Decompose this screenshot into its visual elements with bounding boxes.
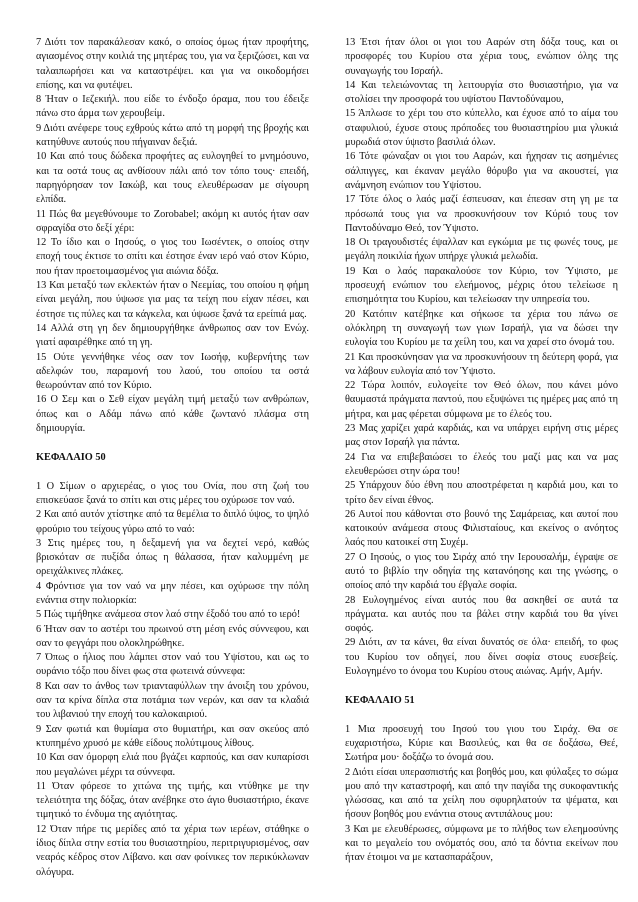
verse-paragraph: 1 Ο Σίμων ο αρχιερέας, ο γιος του Ονία, που στη ζωή του επισκεύασε ξανά το σπίτι και στις μέρες του οχύρωσε τον ναό. (36, 480, 309, 506)
verse-paragraph: 15 Άπλωσε το χέρι του στο κύπελλο, και έχυσε από το αίμα του σταφυλιού, έχυσε στους πρόποδες του θυσιαστηρίου μια γλυκιά μυρωδιά στον ύψιστο βασιλιά όλων. (345, 108, 618, 149)
verse-paragraph: 7 Όπως ο ήλιος που λάμπει στον ναό του Υψίστου, και ως το ουράνιο τόξο που δίνει φως στα φωτεινά σύννεφα: (36, 652, 309, 678)
verse-paragraph: 4 Φρόντισε για τον ναό να μην πέσει, και οχύρωσε την πόλη ενάντια στην πολιορκία: (36, 580, 309, 606)
verse-paragraph: 13 Έτσι ήταν όλοι οι γιοι του Ααρών στη δόξα τους, και οι προσφορές του Κυρίου στα χέρια τους, ενώπιον όλης της συναγωγής του Ισραήλ. (345, 37, 618, 77)
verse-paragraph: 23 Μας χαρίζει χαρά καρδιάς, και να υπάρχει ειρήνη στις μέρες μας στον Ισραήλ για πάντα. (345, 423, 618, 449)
verse-paragraph: 10 Και από τους δώδεκα προφήτες ας ευλογηθεί το μνημόσυνο, και τα οστά τους ας ανθίσουν πάλι από τον τόπο τους· επειδή, παρηγόρησαν τον Ιακώβ, και τους ελευθέρωσαν με σίγουρη ελπίδα. (36, 151, 309, 206)
verse-paragraph: 24 Για να επιβεβαιώσει το έλεός του μαζί μας και να μας ελευθερώσει στην ώρα του! (345, 451, 618, 477)
verse-paragraph: 9 Σαν φωτιά και θυμίαμα στο θυμιατήρι, και σαν σκεύος από κτυπημένο χρυσό με κάθε είδους πολύτιμους λίθους. (36, 723, 309, 749)
verse-paragraph: 15 Ούτε γεννήθηκε νέος σαν τον Ιωσήφ, κυβερνήτης των αδελφών του, παραμονή του λαού, του οποίου τα οστά θεωρούνταν από τον Κύριο. (36, 351, 309, 392)
verse-paragraph: 14 Και τελειώνοντας τη λειτουργία στο θυσιαστήριο, για να στολίσει την προσφορά του υψίστου Παντοδύναμου, (345, 79, 618, 106)
verse-paragraph: 5 Πώς τιμήθηκε ανάμεσα στον λαό στην έξοδό του από το ιερό! (36, 609, 301, 621)
verse-paragraph: 21 Και προσκύνησαν για να προσκυνήσουν τη δεύτερη φορά, για να λάβουν ευλογία από τον Ύψιστο. (345, 351, 618, 377)
verse-paragraph: 27 Ο Ιησούς, ο γιος του Σιράχ από την Ιερουσαλήμ, έγραψε σε αυτό το βιβλίο την οδηγία της κατανόησης και της γνώσης, ο οποίος από την καρδιά του έβγαλε σοφία. (345, 551, 618, 592)
verse-paragraph: 8 Ήταν ο Ιεζεκιήλ. που είδε το ένδοξο όραμα, που του έδειξε πάνω στο άρμα των χερουβείμ. (36, 94, 309, 120)
left-column (36, 36, 309, 880)
verse-paragraph: 2 Και από αυτόν χτίστηκε από τα θεμέλια το διπλό ύψος, το ψηλό φρούριο του τείχους γύρω από το ναό: (36, 509, 309, 535)
verse-paragraph: 14 Αλλά στη γη δεν δημιουργήθηκε άνθρωπος σαν τον Ενώχ. γιατί αφαιρέθηκε από τη γη. (36, 322, 309, 349)
verse-paragraph: 20 Κατόπιν κατέβηκε και σήκωσε τα χέρια του πάνω σε ολόκληρη τη συναγωγή των γιων Ισραήλ, για να δώσει την ευλογία του Κυρίου με τα χείλη του, και να χαρεί στο όνομά του. (345, 308, 618, 349)
verse-paragraph: 2 Διότι είσαι υπερασπιστής και βοηθός μου, και φύλαξες το σώμα μου από την καταστροφή, και από την παγίδα της συκοφαντικής γλώσσας, και από τα χείλη που σφυρηλατούν τα ψέματα, και ήσουν βοηθός μου ενάντια στους αντιπάλους μου: (345, 766, 618, 821)
verse-paragraph: 9 Διότι ανέφερε τους εχθρούς κάτω από τη μορφή της βροχής και κατηύθυνε αυτούς που πήγαιναν δεξιά. (36, 122, 309, 149)
verse-paragraph: 12 Όταν πήρε τις μερίδες από τα χέρια των ιερέων, στάθηκε ο ίδιος δίπλα στην εστία του θυσιαστηρίου, περιτριγυρισμένος, σαν νεαρός κέδρος στον Λίβανο. και σαν φοίνικες τον περικύκλωναν ολόγυρα. (36, 823, 309, 878)
verse-paragraph: 11 Όταν φόρεσε το χιτώνα της τιμής, και ντύθηκε με την τελειότητα της δόξας, όταν ανέβηκε στο άγιο θυσιαστήριο, έκανε τιμητικό το ένδυμα της αγιότητας. (36, 780, 309, 821)
verse-paragraph: 17 Τότε όλος ο λαός μαζί έσπευσαν, και έπεσαν στη γη με τα πρόσωπά τους για να προσκυνήσουν τον Κύριό τους τον Παντοδύναμο Θεό, τον Ύψιστο. (345, 194, 618, 234)
verse-paragraph: 6 Ήταν σαν το αστέρι του πρωινού στη μέση ενός σύννεφου, και σαν το φεγγάρι που ολοκληρώθηκε. (36, 623, 309, 649)
verse-paragraph: 29 Διότι, αν τα κάνει, θα είναι δυνατός σε όλα· επειδή, το φως του Κυρίου τον οδηγεί, που δίνει σοφία στους ευσεβείς. Ευλογημένο το όνομα του Κυρίου στους αιώνας. Αμήν, Αμήν. (345, 637, 618, 678)
verse-paragraph: 28 Ευλογημένος είναι αυτός που θα ασκηθεί σε αυτά τα πράγματα. και αυτός που τα βάλει στην καρδιά του θα γίνει σοφός. (345, 594, 618, 635)
verse-paragraph: 8 Και σαν το άνθος των τριανταφύλλων την άνοιξη του χρόνου, σαν τα κρίνα δίπλα στα ποτάμια των νερών, και σαν τα κλαδιά του λιβανιού την εποχή του καλοκαιριού. (36, 680, 309, 721)
chapter-heading: ΚΕΦΑΛΑΙΟ 50 (36, 452, 106, 464)
verse-paragraph: 19 Και ο λαός παρακαλούσε τον Κύριο, τον Ύψιστο, με προσευχή ενώπιον του ελεήμονος, μέχρις ότου τελείωσε η επισημότητα του Κυρίου, και τελείωσαν την υπηρεσία του. (345, 265, 618, 306)
two-column-layout (36, 36, 618, 880)
verse-paragraph: 26 Αυτοί που κάθονται στο βουνό της Σαμάρειας, και αυτοί που κατοικούν ανάμεσα στους Φιλισταίους, και εκείνος ο ανόητος λαός που κατοικεί στη Συχέμ. (345, 508, 618, 549)
verse-paragraph: 3 Στις ημέρες του, η δεξαμενή για να δεχτεί νερό, καθώς βρισκόταν σε πυξίδα όπως η θάλασσα, ήταν καλυμμένη με ορειχάλκινες πλάκες. (36, 537, 309, 578)
verse-paragraph: 25 Υπάρχουν δύο έθνη που αποστρέφεται η καρδιά μου, και το τρίτο δεν είναι έθνος. (345, 480, 618, 506)
verse-paragraph: 22 Τώρα λοιπόν, ευλογείτε τον Θεό όλων, που κάνει μόνο θαυμαστά πράγματα παντού, που εξυψώνει τις ημέρες μας από τη μήτρα, και μας φέρεται σύμφωνα με το έλεός του. (345, 380, 618, 420)
verse-paragraph: 12 Το ίδιο και ο Ιησούς, ο γιος του Ιωσέντεκ, ο οποίος στην εποχή τους έκτισε το σπίτι και έστησε έναν ιερό ναό στον Κύριο, που ήταν προετοιμασμένος για αιώνια δόξα. (36, 237, 309, 277)
right-column (345, 36, 618, 880)
verse-paragraph: 18 Οι τραγουδιστές έψαλλαν και εγκώμια με τις φωνές τους, με μεγάλη ποικιλία ήχων υπήρχε γλυκιά μελωδία. (345, 237, 618, 263)
verse-paragraph: 7 Διότι τον παρακάλεσαν κακό, ο οποίος όμως ήταν προφήτης, αγιασμένος στην κοιλιά της μητέρας του, για να ξεριζώσει, και να ταλαιπωρήσει και να καταστρέψει. και για να οικοδομήσει επίσης, και να φυτέψει. (36, 37, 309, 91)
verse-paragraph: 11 Πώς θα μεγεθύνουμε το Zorobabel; ακόμη κι αυτός ήταν σαν σφραγίδα στο δεξί χέρι: (36, 208, 309, 234)
verse-paragraph: 1 Μια προσευχή του Ιησού του γιου του Σιράχ. Θα σε ευχαριστήσω, Κύριε και Βασιλεύς, και θα σε δοξάσω, Θεέ, Σωτήρα μου· δοξάζω το όνομά σου. (345, 723, 618, 764)
verse-paragraph: 16 Ο Σεμ και ο Σεθ είχαν μεγάλη τιμή μεταξύ των ανθρώπων, όπως και ο Αδάμ πάνω από κάθε ζωντανό πλάσμα στη δημιουργία. (36, 394, 309, 435)
verse-paragraph: 16 Τότε φώναξαν οι γιοι του Ααρών, και ήχησαν τις ασημένιες σάλπιγγες, και έκαναν μεγάλο θόρυβο για να ακουστεί, για ανάμνηση ενώπιον του Υψίστου. (345, 151, 618, 191)
verse-paragraph: 3 Και με ελευθέρωσες, σύμφωνα με το πλήθος των ελεημοσύνης και το μεγαλείο του ονόματός σου, από τα δόντια εκείνων που ήταν έτοιμοι να με κατασπαράξουν, (345, 823, 618, 864)
chapter-heading: ΚΕΦΑΛΑΙΟ 51 (345, 695, 415, 707)
verse-paragraph: 13 Και μεταξύ των εκλεκτών ήταν ο Νεεμίας, του οποίου η φήμη είναι μεγάλη, που ύψωσε για μας τα τείχη που είχαν πέσει, και έστησε τις πύλες και τα κάγκελα, και ύψωσε ξανά τα ερείπιά μας. (36, 280, 309, 320)
verse-paragraph: 10 Και σαν όμορφη ελιά που βγάζει καρπούς, και σαν κυπαρίσσι που μεγαλώνει μέχρι τα σύννεφα. (36, 752, 309, 778)
